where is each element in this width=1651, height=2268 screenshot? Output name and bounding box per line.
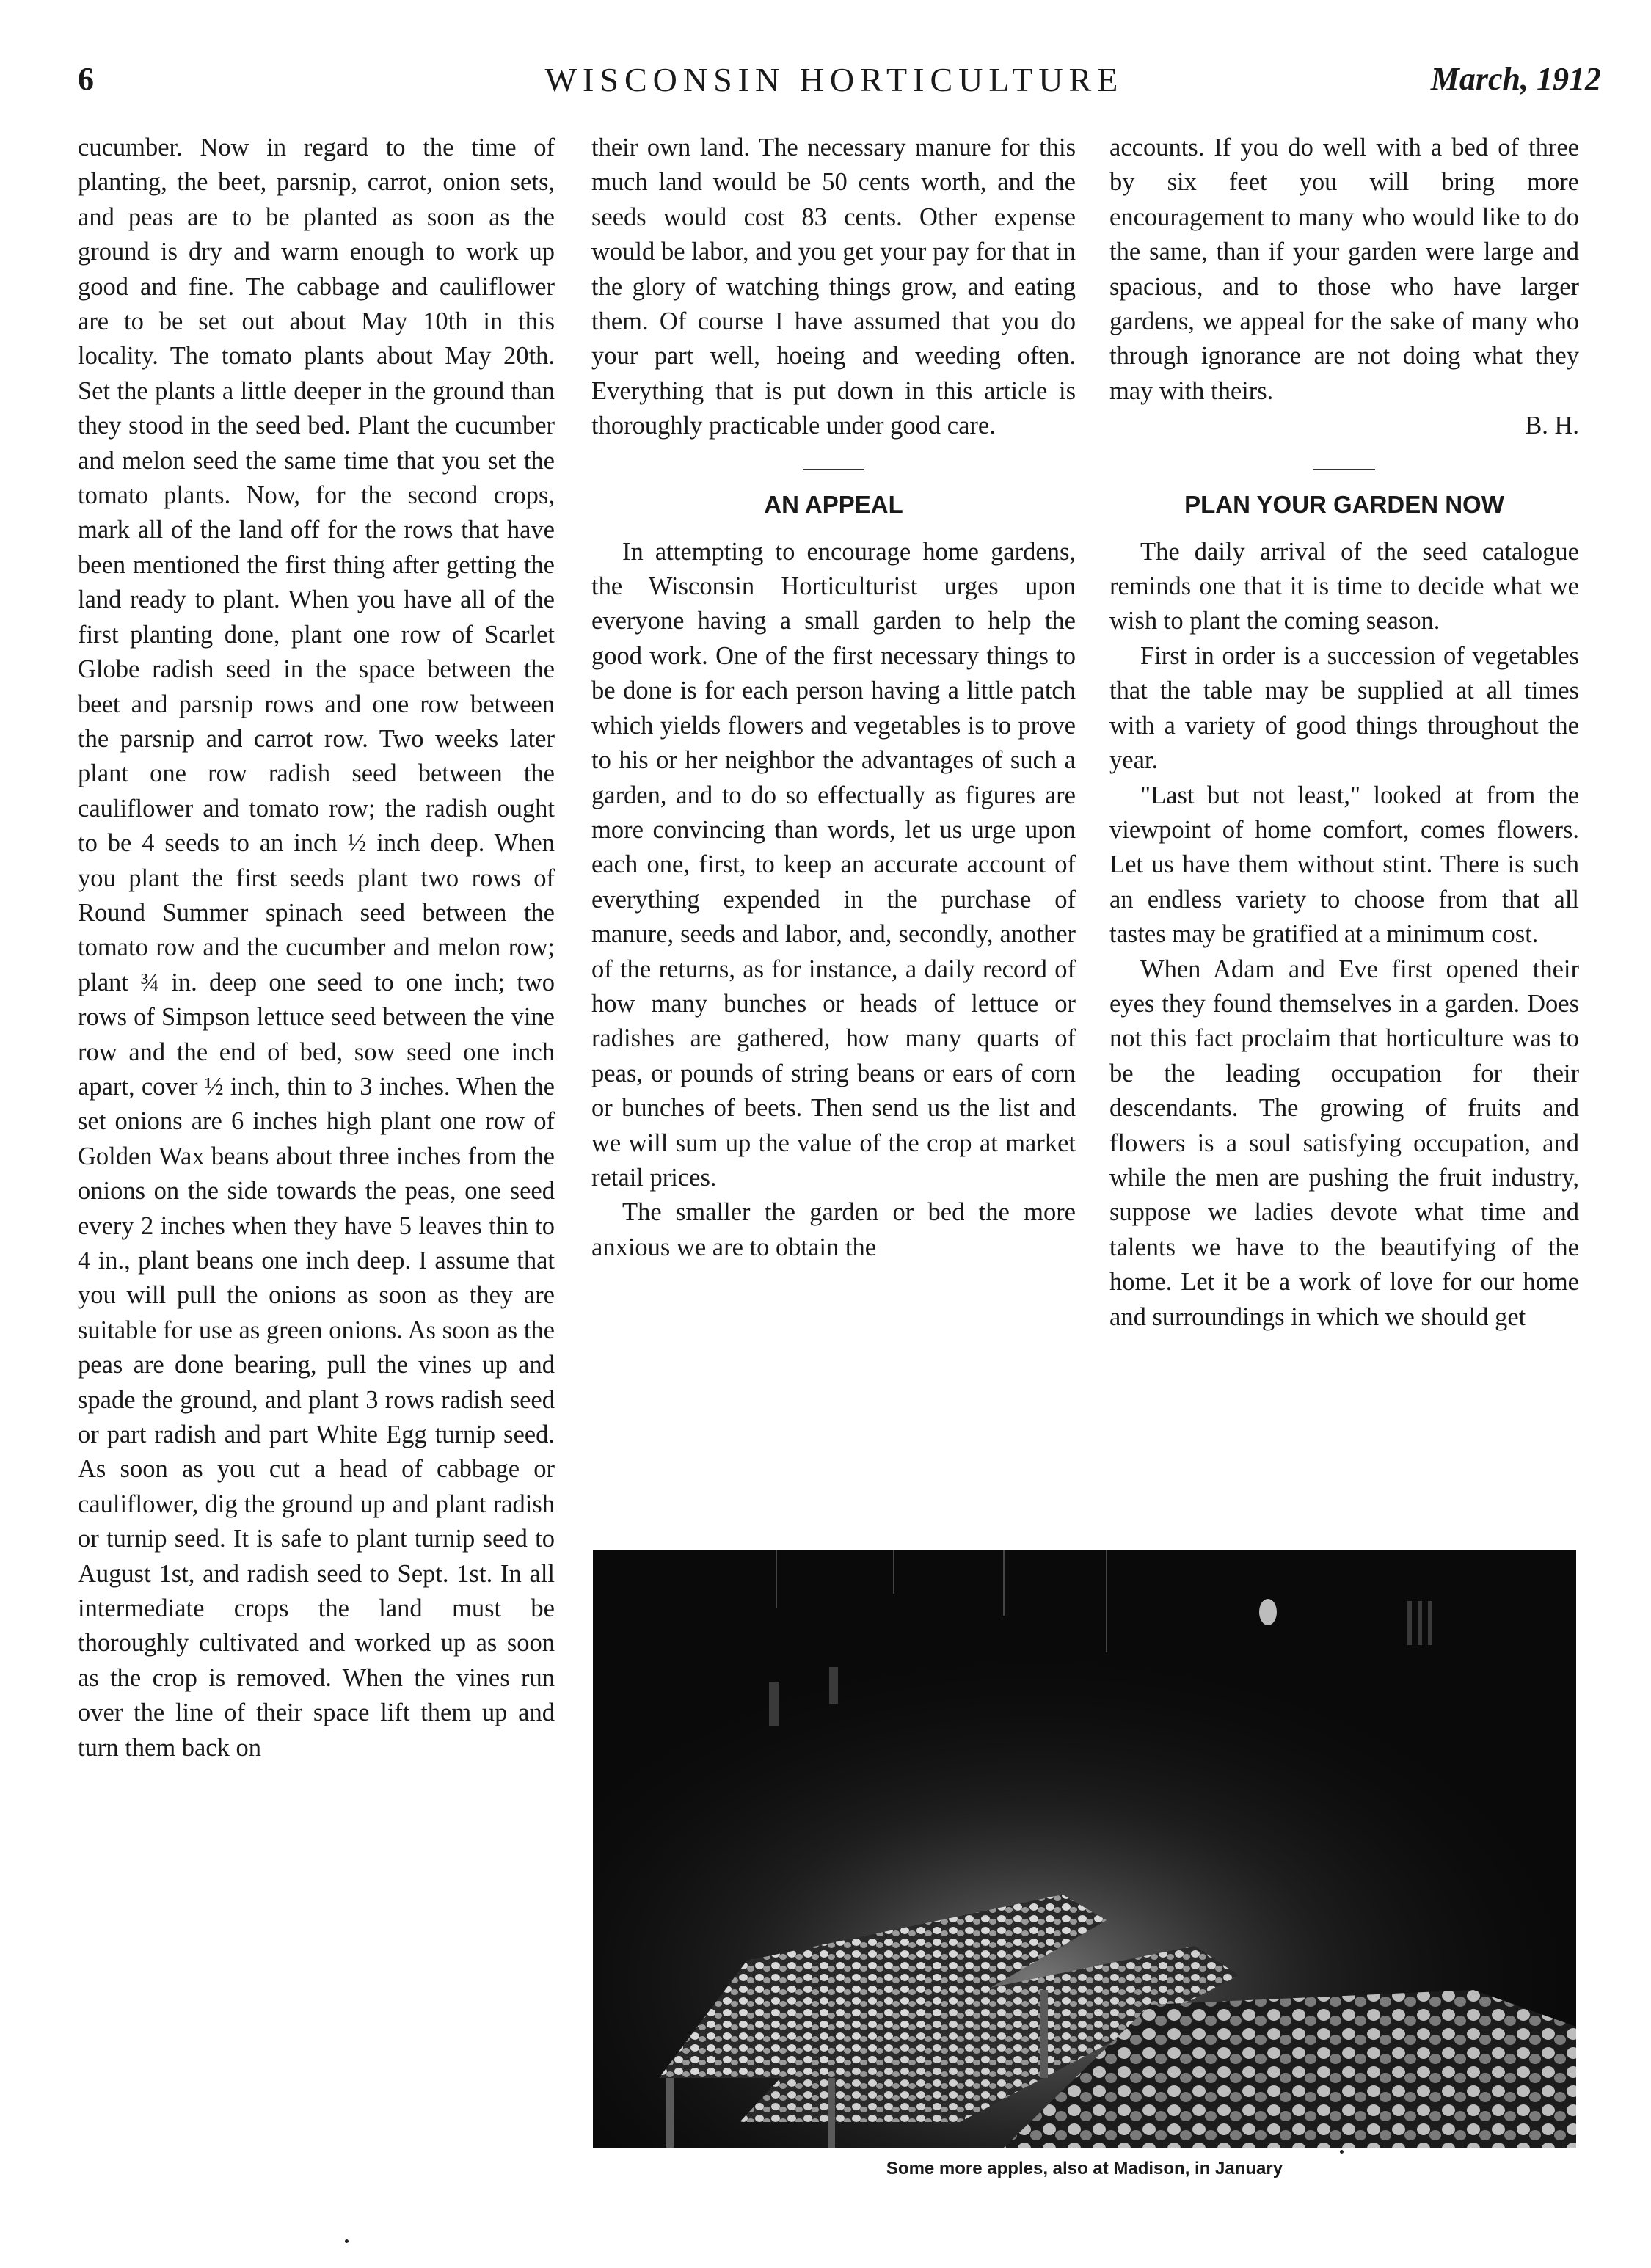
apple-exhibit-photo [593, 1550, 1576, 2148]
section-divider [1313, 469, 1375, 470]
appeal-heading: AN APPEAL [764, 490, 903, 518]
article-column-2 [591, 131, 1076, 1265]
photo-caption: Some more apples, also at Madison, in January [886, 2159, 1283, 2178]
body-paragraph: When Adam and Eve first opened their eyes they found themselves in a garden. Does not this fact proclaim that horticulture was to be the leading occupation for their descendants. The growing of fruits and flowers is a soul satisfying occupation, and while the men are pushing the fruit industry, suppose we ladies devote what time and talents we have to the beautifying of the home. Let it be a work of love for our home and surroundings in which we should get [1109, 955, 1579, 1331]
page-header [68, 60, 1601, 104]
print-speck [345, 2239, 349, 2243]
body-paragraph: cucumber. Now in regard to the time of planting, the beet, parsnip, carrot, onion sets, and peas are to be planted as soon as the ground is dry and warm enough to work up good and fine. The cabbage and cauliflower are to be set out about May 10th in this locality. The tomato plants about May 20th. Set the plants a little deeper in the ground than they stood in the seed bed. Plant the cucumber and melon seed the same time that you set the tomato plants. Now, for the second crops, mark all of the land off for the rows that have been mentioned the first thing after getting the land ready to plant. When you have all of the first planting done, plant one row of Scarlet Globe radish seed in the space between the beet and parsnip rows and one row between the parsnip and carrot row. Two weeks later plant one row radish seed between the cauliflower and tomato row; the radish ought to be 4 seeds to an inch ½ inch deep. When you plant the first seeds plant two rows of Round Summer spinach seed between the tomato row and the cucumber and melon row; plant ¾ in. deep one seed to one inch; two rows of Simpson lettuce seed between the vine row and the end of bed, sow seed one inch apart, cover ½ inch, thin to 3 inches. When the set onions are 6 inches high plant one row of Golden Wax beans about three inches from the onions on the side towards the peas, one seed every 2 inches when they have 5 leaves thin to 4 in., plant beans one inch deep. I assume that you will pull the onions as soon as they are suitable for use as green onions. As soon as the peas are done bearing, pull the vines up and spade the ground, and plant 3 rows radish seed or part radish and part White Egg turnip seed. As soon as you cut a head of cabbage or cauliflower, dig the ground up and plant radish or turnip seed. It is safe to plant turnip seed to August 1st, and radish seed to Sept. 1st. In all intermediate crops the land must be thoroughly cultivated and worked up as soon as the crop is removed. When the vines run over the line of their space lift them up and turn them back on [78, 134, 555, 1762]
page-number: 6 [78, 61, 94, 97]
signature-line [1109, 409, 1579, 443]
photo-illustration [593, 1550, 1576, 2148]
journal-title: WISCONSIN HORTICULTURE [544, 61, 1124, 98]
issue-date: March, 1912 [1430, 61, 1601, 97]
section-divider [803, 469, 864, 470]
plan-garden-heading: PLAN YOUR GARDEN NOW [1184, 490, 1504, 518]
body-paragraph: First in order is a succession of vegetables that the table may be supplied at all times with a variety of good things throughout the year. [1109, 641, 1579, 775]
print-speck [1340, 2150, 1344, 2154]
article-column-1 [78, 131, 555, 1765]
article-column-3 [1109, 131, 1579, 1335]
author-signature: B. H. [1525, 412, 1579, 440]
body-paragraph: The daily arrival of the seed catalogue reminds one that it is time to decide what we wish to plant the coming season. [1109, 537, 1579, 635]
body-paragraph: "Last but not least," looked at from the viewpoint of home comfort, comes flowers. Let us have them without stint. There is such an endless variety to choose from that all tastes may be gratified at a minimum cost. [1109, 781, 1579, 949]
body-paragraph: their own land. The necessary manure for this much land would be 50 cents worth, and the seeds would cost 83 cents. Other expense would be labor, and you get your pay for that in the glory of watching things grow, and eating them. Of course I have assumed that you do your part well, hoeing and weeding often. Everything that is put down in this article is thoroughly practicable under good care. [591, 134, 1076, 440]
body-paragraph: In attempting to encourage home gardens, the Wisconsin Horticulturist urges upon everyone having a small garden to help the good work. One of the first necessary things to be done is for each person having a little patch which yields flowers and vegetables is to prove to his or her neighbor the advantages of such a garden, and to do so effectually as figures are more convincing than words, let us urge upon each one, first, to keep an accurate account of everything expended in the purchase of manure, seeds and labor, and, secondly, another of the returns, as for instance, a daily record of how many bunches or heads of lettuce or radishes are gathered, how many quarts of peas, or pounds of string beans or ears of corn or bunches of beets. Then send us the list and we will sum up the value of the crop at market retail prices. [591, 537, 1076, 1192]
body-paragraph: accounts. If you do well with a bed of three by six feet you will bring more encouragement to many who would like to do the same, than if your garden were large and spacious, and to those who have larger gardens, we appeal for the sake of many who through ignorance are not doing what they may with theirs. [1109, 134, 1579, 405]
body-paragraph: The smaller the garden or bed the more anxious we are to obtain the [591, 1198, 1076, 1261]
